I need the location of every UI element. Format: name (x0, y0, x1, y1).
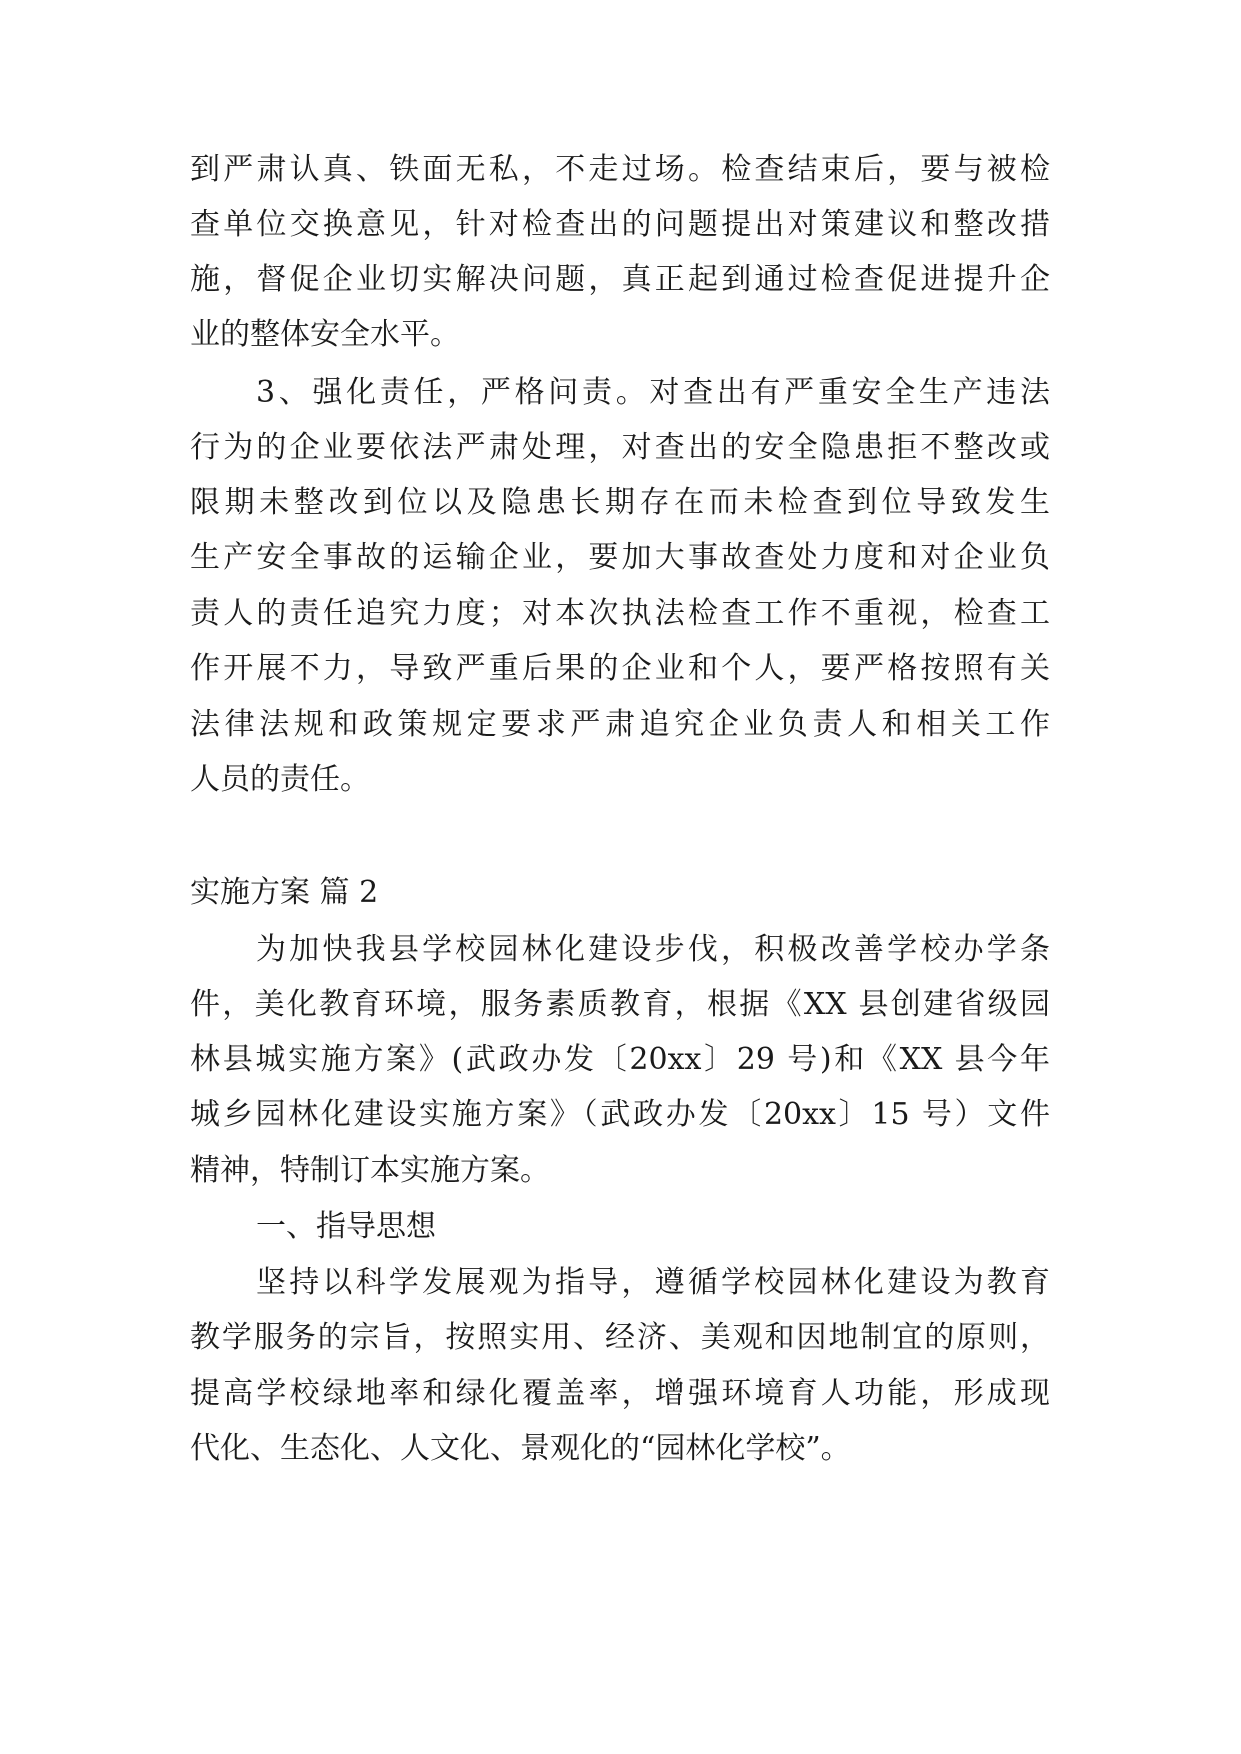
paragraph-line: 生产安全事故的运输企业，要加大事故查处力度和对企业负 (190, 540, 1050, 575)
paragraph-line: 代化、生态化、人文化、景观化的“园林化学校”。 (190, 1431, 851, 1466)
paragraph-line: 行为的企业要依法严肃处理，对查出的安全隐患拒不整改或 (190, 430, 1050, 465)
paragraph-line: 业的整体安全水平。 (190, 317, 460, 352)
paragraph-line: 作开展不力，导致严重后果的企业和个人，要严格按照有关 (190, 651, 1050, 686)
paragraph-line: 件，美化教育环境，服务素质教育，根据《XX 县创建省级园 (190, 987, 1050, 1022)
subheading-guiding-thought: 一、指导思想 (256, 1209, 436, 1244)
paragraph-line: 提高学校绿地率和绿化覆盖率，增强环境育人功能，形成现 (190, 1376, 1050, 1411)
paragraph-line: 限期未整改到位以及隐患长期存在而未检查到位导致发生 (190, 485, 1050, 520)
paragraph-line: 人员的责任。 (190, 762, 370, 797)
paragraph-line: 查单位交换意见，针对检查出的问题提出对策建议和整改措 (190, 207, 1050, 242)
paragraph-line: 责人的责任追究力度；对本次执法检查工作不重视，检查工 (190, 596, 1050, 631)
paragraph-line: 城乡园林化建设实施方案》（武政办发〔20xx〕15 号）文件 (190, 1097, 1050, 1132)
paragraph-line: 精神，特制订本实施方案。 (190, 1153, 550, 1188)
paragraph-line: 施，督促企业切实解决问题，真正起到通过检查促进提升企 (190, 262, 1050, 297)
paragraph-line: 教学服务的宗旨，按照实用、经济、美观和因地制宜的原则， (190, 1320, 1050, 1355)
paragraph-line: 法律法规和政策规定要求严肃追究企业负责人和相关工作 (190, 707, 1050, 742)
paragraph-line: 为加快我县学校园林化建设步伐，积极改善学校办学条 (256, 932, 1050, 967)
paragraph-line: 3、强化责任，严格问责。对查出有严重安全生产违法 (256, 375, 1050, 410)
paragraph-line: 林县城实施方案》(武政办发〔20xx〕29 号)和《XX 县今年 (190, 1042, 1050, 1077)
paragraph-line: 到严肃认真、铁面无私，不走过场。检查结束后，要与被检 (190, 152, 1050, 187)
section-title: 实施方案 篇 2 (190, 875, 379, 910)
paragraph-line: 坚持以科学发展观为指导，遵循学校园林化建设为教育 (256, 1265, 1050, 1300)
